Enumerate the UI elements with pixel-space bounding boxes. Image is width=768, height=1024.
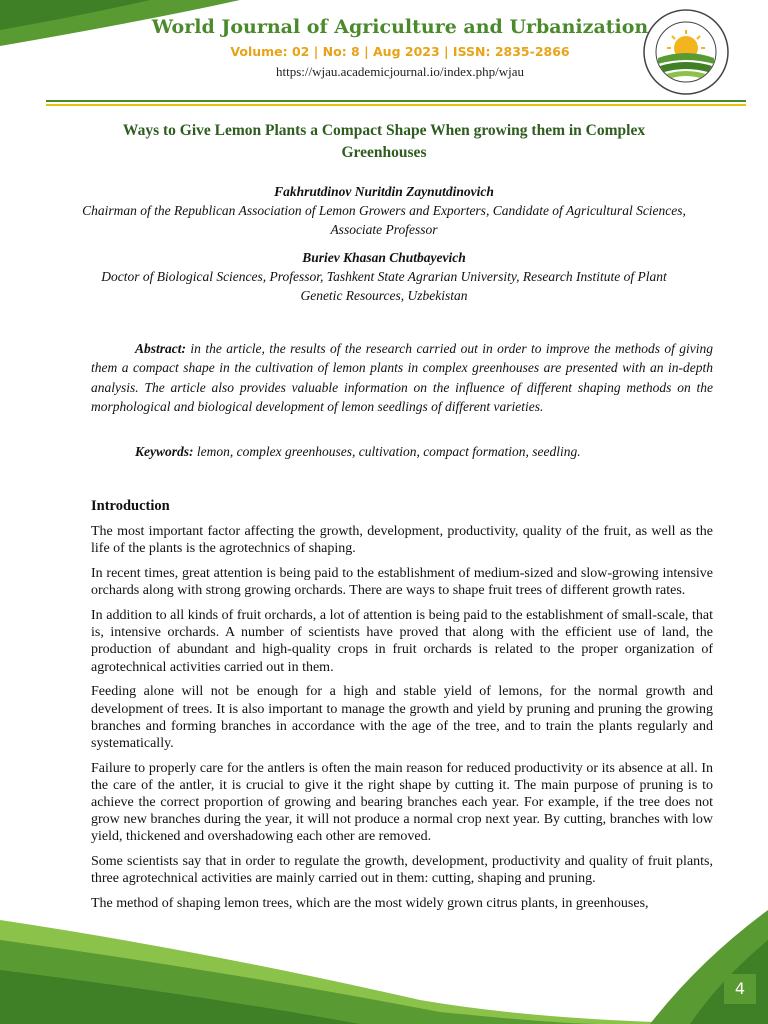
keywords-text: lemon, complex greenhouses, cultivation, compact formation, seedling. — [193, 444, 581, 459]
body-paragraph: The most important factor affecting the growth, development, productivity, quality of the fruit, as well as the life of the plants is the agrotechnics of shaping. — [91, 524, 713, 557]
journal-logo — [642, 8, 730, 96]
body-paragraph: Feeding alone will not be enough for a high and stable yield of lemons, for the normal growth and development of trees. It is also important to manage the growth and yield by pruning and pruning the growing branches and forming branches in accordance with the age of the tree, and to train the plants regularly and systematically. — [91, 684, 713, 751]
journal-url[interactable]: https://wjau.academicjournal.io/index.php/wjau — [275, 64, 525, 79]
body-paragraph: Failure to properly care for the antlers is often the main reason for reduced productivity or its absence at all. In the care of the antler, it is crucial to give it the right shape by cutting it. The main purpose of pruning is to achieve the correct proportion of growing and bearing branches each year. For example, if the tree does not grow new branches during the year, it will not produce a normal crop next year. By cutting, branches with low yield, thickened and overshadowing each other are removed. — [91, 760, 713, 845]
author-1 — [80, 182, 688, 239]
keywords — [91, 442, 713, 461]
header-rule-green — [46, 100, 746, 102]
keywords-label: Keywords: — [135, 444, 194, 459]
section-heading-introduction: Introduction — [91, 498, 170, 514]
author-affiliation: Chairman of the Republican Association of Lemon Growers and Exporters, Candidate of Agricultural Sciences, Associate Professor — [82, 203, 686, 237]
author-affiliation: Doctor of Biological Sciences, Professor, Tashkent State Agrarian University, Research Institute of Plant Genetic Resources, Uzbekistan — [101, 269, 667, 303]
body-paragraph: The method of shaping lemon trees, which are the most widely grown citrus plants, in greenhouses, — [91, 896, 649, 912]
body-paragraph: In recent times, great attention is being paid to the establishment of medium-sized and slow-growing intensive orchards along with strong growing orchards. There are ways to shape fruit trees of different growth rates. — [91, 566, 713, 599]
page-number: 4 — [724, 974, 756, 1004]
abstract-label: Abstract: — [135, 341, 187, 356]
body-paragraph: In addition to all kinds of fruit orchards, a lot of attention is being paid to the establishment of small-scale, that is, intensive orchards. A number of scientists have proved that along with the efficient use of land, the production of abundant and high-quality crops in fruit orchards is related to the proper organization of agrotechnical activities carried out in them. — [91, 608, 713, 675]
author-name: Fakhrutdinov Nuritdin Zaynutdinovich — [274, 184, 494, 199]
journal-meta: Volume: 02 | No: 8 | Aug 2023 | ISSN: 2835-2866 — [230, 44, 570, 59]
article-body — [91, 498, 713, 920]
abstract-text: in the article, the results of the research carried out in order to improve the methods of giving them a compact shape in the cultivation of lemon plants in complex greenhouses are presented with an in-depth analysis. The article also provides valuable information on the influence of different shaping methods on the morphological and biological development of lemon seedlings of different varieties. — [91, 341, 713, 415]
footer-wave-decoration — [0, 900, 768, 1024]
author-2 — [80, 248, 688, 305]
article-title: Ways to Give Lemon Plants a Compact Shape When growing them in Complex Greenhouses — [122, 122, 646, 161]
journal-title: World Journal of Agriculture and Urbanization — [151, 16, 649, 38]
body-paragraph: Some scientists say that in order to regulate the growth, development, productivity and quality of fruit plants, three agrotechnical activities are mainly carried out in them: cutting, shaping and pruning. — [91, 854, 713, 887]
abstract — [91, 339, 713, 417]
header-rule-yellow — [46, 104, 746, 106]
author-name: Buriev Khasan Chutbayevich — [302, 250, 466, 265]
